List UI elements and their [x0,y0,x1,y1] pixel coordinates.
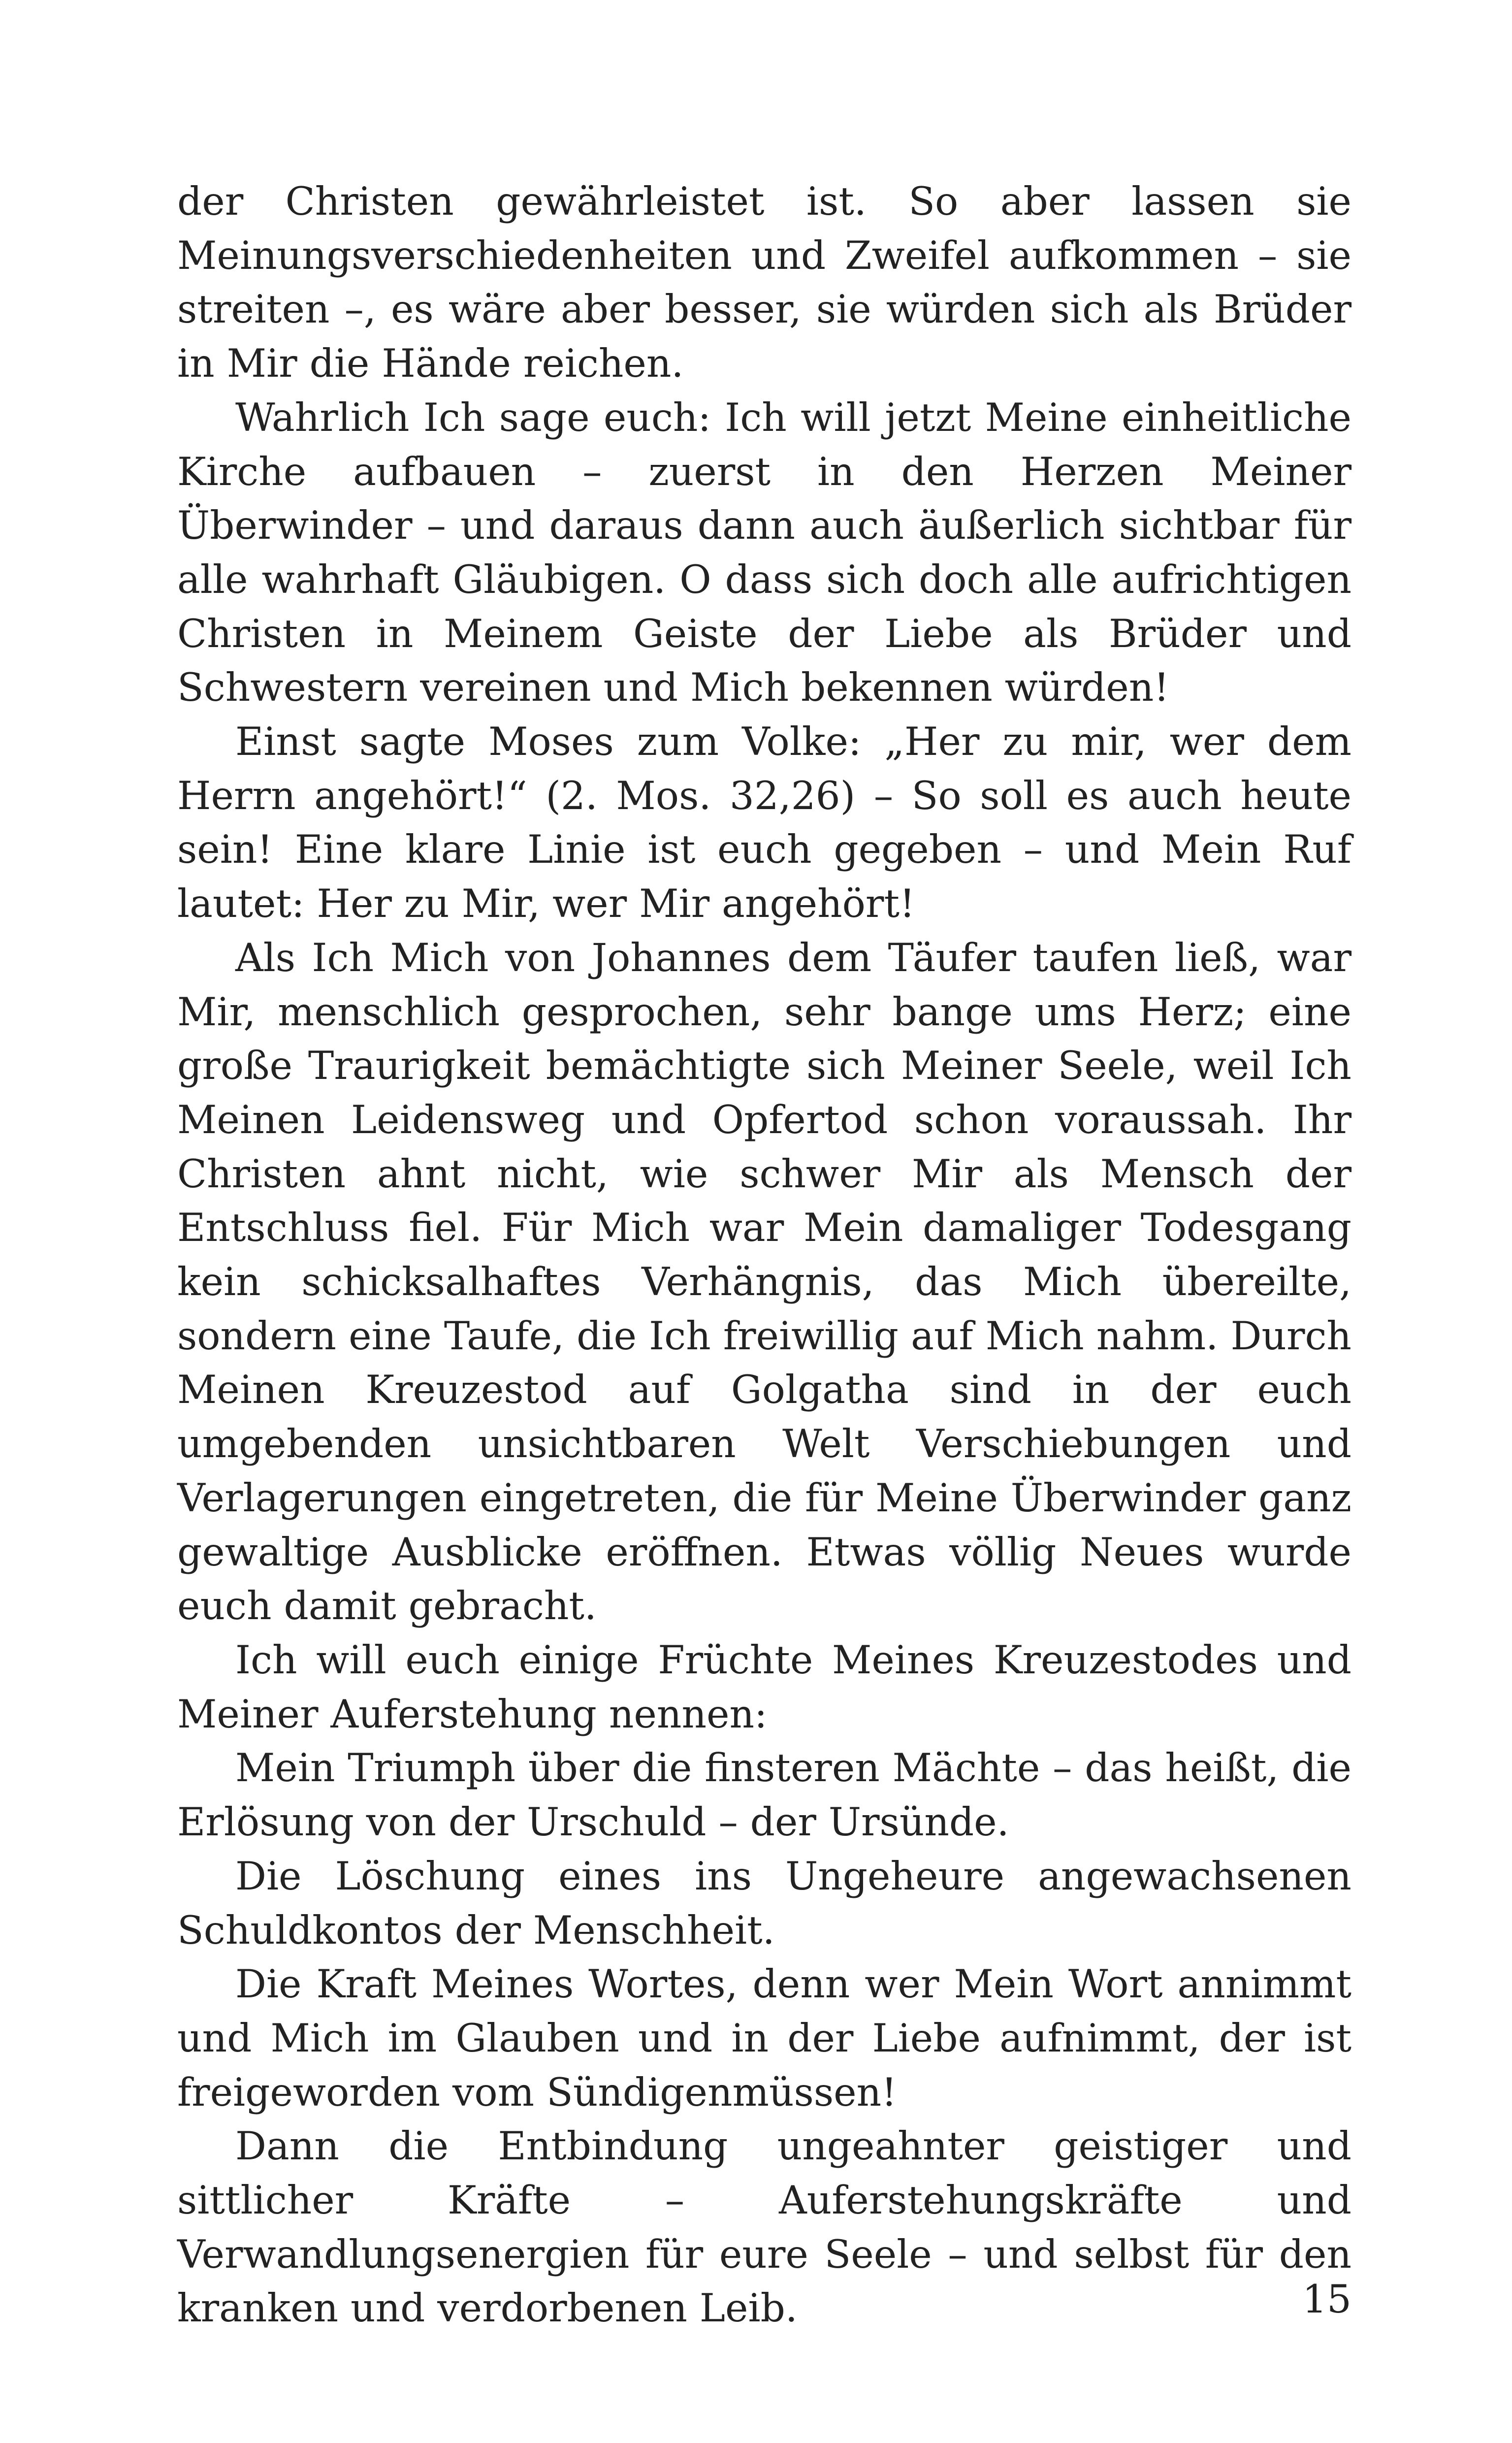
paragraph-6: Mein Triumph über die finsteren Mächte – das heißt, die Erlösung von der Urschuld – der Ursünde. [177,1745,1351,1845]
paragraph-7: Die Löschung eines ins Ungeheure angewachsenen Schuldkontos der Menschheit. [177,1853,1351,1953]
paragraph-2: Wahrlich Ich sage euch: Ich will jetzt Meine einheitliche Kirche aufbauen – zuerst in den Herzen Meiner Überwinder – und daraus dann auch äußerlich sichtbar für alle wahrhaft Gläubigen. O dass sich doch alle aufrichtigen Christen in Meinem Geiste der Liebe als Brüder und Schwestern vereinen und Mich bekennen würden! [177,394,1351,711]
page-body [177,175,1351,2336]
paragraph-9: Dann die Entbindung ungeahnter geistiger und sittlicher Kräfte – Auferstehungskräfte und Verwandlungsenergien für eure Seele – und selbst für den kranken und verdorbenen Leib. [177,2123,1351,2331]
paragraph-1: der Christen gewährleistet ist. So aber lassen sie Meinungsverschiedenheiten und Zweifel aufkommen – sie streiten –, es wäre aber besser, sie würden sich als Brüder in Mir die Hände reichen. [177,179,1351,387]
page-number: 15 [1302,2277,1351,2322]
paragraph-3: Einst sagte Moses zum Volke: „Her zu mir, wer dem Herrn angehört!“ (2. Mos. 32,26) – So soll es auch heute sein! Eine klare Linie ist euch gegeben – und Mein Ruf lautet: Her zu Mir, wer Mir angehört! [177,719,1351,927]
paragraph-5: Ich will euch einige Früchte Meines Kreuzestodes und Meiner Auferstehung nennen: [177,1637,1351,1737]
paragraph-4: Als Ich Mich von Johannes dem Täufer taufen ließ, war Mir, menschlich gesprochen, sehr bange ums Herz; eine große Traurigkeit bemächtigte sich Meiner Seele, weil Ich Meinen Leidensweg und Opfertod schon voraussah. Ihr Christen ahnt nicht, wie schwer Mir als Mensch der Entschluss fiel. Für Mich war Mein damaliger Todesgang kein schicksalhaftes Verhängnis, das Mich übereilte, sondern eine Taufe, die Ich freiwillig auf Mich nahm. Durch Meinen Kreuzestod auf Golgatha sind in der euch umgebenden unsichtbaren Welt Verschiebungen und Verlagerungen eingetreten, die für Meine Überwinder ganz gewaltige Ausblicke eröffnen. Etwas völlig Neues wurde euch damit gebracht. [177,935,1351,1629]
paragraph-8: Die Kraft Meines Wortes, denn wer Mein Wort annimmt und Mich im Glauben und in der Liebe aufnimmt, der ist freigeworden vom Sündigenmüssen! [177,1961,1351,2115]
